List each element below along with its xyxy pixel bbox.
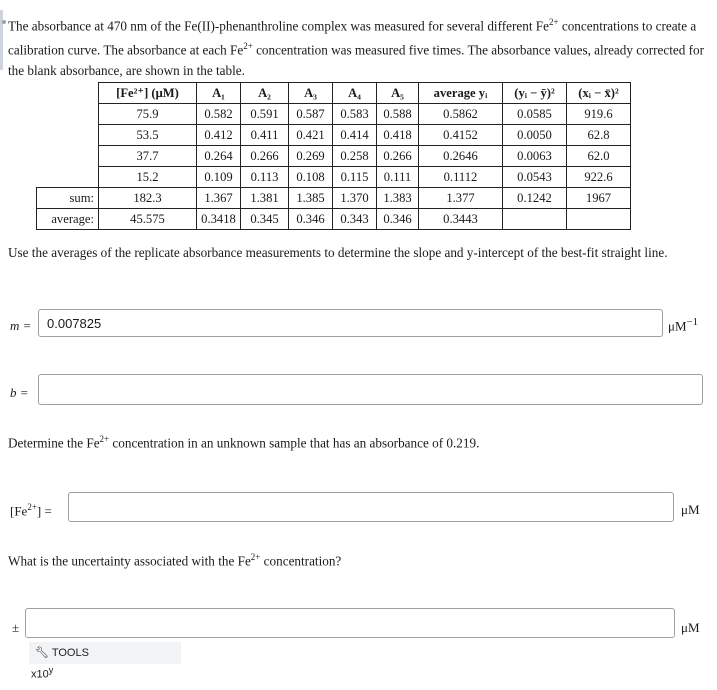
- absorbance-table: [36, 82, 631, 230]
- table-cell: 1967: [567, 188, 631, 209]
- table-row-label: [37, 104, 99, 125]
- table-cell: 0.411: [241, 125, 289, 146]
- table-row-label: sum:: [37, 188, 99, 209]
- plus-minus-label: ±: [12, 620, 20, 635]
- table-cell: 0.0050: [503, 125, 567, 146]
- table-cell: 0.588: [377, 104, 419, 125]
- table-row: [37, 209, 631, 230]
- table-header: average yᵢ: [419, 83, 503, 104]
- table-corner: [37, 83, 99, 104]
- table-header: A₄: [333, 83, 377, 104]
- table-cell: 15.2: [99, 167, 197, 188]
- table-header: A₅: [377, 83, 419, 104]
- uncertainty-input[interactable]: [25, 608, 675, 638]
- concentration-unit: μM: [681, 502, 700, 517]
- intercept-label: b =: [10, 385, 29, 400]
- table-cell: [503, 209, 567, 230]
- table-cell: 0.113: [241, 167, 289, 188]
- table-cell: 0.266: [241, 146, 289, 167]
- table-cell: 0.1242: [503, 188, 567, 209]
- table-cell: 0.587: [289, 104, 333, 125]
- table-cell: 0.583: [333, 104, 377, 125]
- question-uncertainty: What is the uncertainty associated with the $Fe^{2+}$ concentration?: [8, 552, 342, 569]
- table-header-row: [37, 83, 631, 104]
- concentration-input[interactable]: [68, 492, 674, 522]
- table-cell: 0.266: [377, 146, 419, 167]
- table-row-label: [37, 125, 99, 146]
- table-row-label: [37, 167, 99, 188]
- table-cell: 0.345: [241, 209, 289, 230]
- table-cell: 37.7: [99, 146, 197, 167]
- table-cell: 0.343: [333, 209, 377, 230]
- table-cell: 0.2646: [419, 146, 503, 167]
- question-slope-intercept: Use the averages of the replicate absorbance measurements to determine the slope and y-intercept of the best-fit straight line.: [8, 245, 668, 260]
- table-row-label: [37, 146, 99, 167]
- table-row: [37, 188, 631, 209]
- table-cell: 0.346: [377, 209, 419, 230]
- tools-label: TOOLS: [51, 647, 89, 659]
- table-cell: 0.412: [197, 125, 241, 146]
- table-header: (yᵢ − ȳ)²: [503, 83, 567, 104]
- table-cell: 1.377: [419, 188, 503, 209]
- question-concentration: Determine the $Fe^{2+}$ concentration in an unknown sample that has an absorbance of 0.219.: [8, 434, 480, 451]
- table-cell: 1.383: [377, 188, 419, 209]
- table-cell: 0.109: [197, 167, 241, 188]
- table-cell: 0.111: [377, 167, 419, 188]
- x10-power-button[interactable]: x10$^y$: [31, 665, 54, 681]
- table-cell: 922.6: [567, 167, 631, 188]
- slope-input[interactable]: 0.007825: [38, 309, 663, 337]
- intercept-input[interactable]: [38, 374, 703, 405]
- table-header: (xᵢ − x̄)²: [567, 83, 631, 104]
- table-cell: 45.575: [99, 209, 197, 230]
- table-cell: 0.258: [333, 146, 377, 167]
- intro-text-3: concentration was measured five times. The absorbance values, already corrected for the blank absorbance, are shown in the table.: [8, 42, 704, 78]
- table-cell: [567, 209, 631, 230]
- table-cell: 1.381: [241, 188, 289, 209]
- concentration-label: $[Fe^{2+}]$ =: [10, 502, 52, 519]
- uncertainty-unit: μM: [681, 620, 700, 635]
- table-cell: 0.3443: [419, 209, 503, 230]
- table-cell: 0.582: [197, 104, 241, 125]
- table-cell: 0.421: [289, 125, 333, 146]
- table-cell: 0.5862: [419, 104, 503, 125]
- table-cell: 0.1112: [419, 167, 503, 188]
- table-cell: 0.418: [377, 125, 419, 146]
- table-cell: 0.108: [289, 167, 333, 188]
- table-cell: 182.3: [99, 188, 197, 209]
- bullet-dot: [2, 20, 6, 24]
- table-row: [37, 125, 631, 146]
- intro-text-2: concentrations to create a calibration curve. The absorbance at each Fe: [8, 18, 697, 58]
- table-cell: 53.5: [99, 125, 197, 146]
- table-cell: 1.367: [197, 188, 241, 209]
- table-cell: 0.0543: [503, 167, 567, 188]
- table-cell: 0.115: [333, 167, 377, 188]
- table-header: [Fe²⁺] (μM): [99, 83, 197, 104]
- table-header: A₂: [241, 83, 289, 104]
- table-row: [37, 146, 631, 167]
- slope-unit: $\mu M^{-1}$: [668, 316, 699, 334]
- table-cell: 0.0063: [503, 146, 567, 167]
- table-cell: 0.264: [197, 146, 241, 167]
- table-cell: 62.0: [567, 146, 631, 167]
- left-margin-bar: [0, 10, 3, 70]
- table-row: [37, 167, 631, 188]
- table-row-label: average:: [37, 209, 99, 230]
- table-cell: 1.385: [289, 188, 333, 209]
- table-header: A₁: [197, 83, 241, 104]
- intro-text-1: The absorbance at 470 nm of the Fe(II)-phenanthroline complex was measured for several different Fe: [8, 18, 549, 34]
- slope-label: m =: [10, 318, 32, 333]
- table-cell: 62.8: [567, 125, 631, 146]
- problem-intro: [8, 12, 708, 81]
- table-cell: 0.414: [333, 125, 377, 146]
- intro-sup-1: 2+: [548, 17, 559, 27]
- intro-sup-2: 2+: [243, 41, 253, 52]
- table-row: [37, 104, 631, 125]
- wrench-icon: 🔧︎: [35, 647, 49, 659]
- table-header: A₃: [289, 83, 333, 104]
- table-cell: 919.6: [567, 104, 631, 125]
- table-cell: 0.3418: [197, 209, 241, 230]
- table-cell: 1.370: [333, 188, 377, 209]
- table-cell: 75.9: [99, 104, 197, 125]
- table-cell: 0.0585: [503, 104, 567, 125]
- tools-button[interactable]: [29, 642, 181, 664]
- table-cell: 0.346: [289, 209, 333, 230]
- table-cell: 0.4152: [419, 125, 503, 146]
- table-cell: 0.591: [241, 104, 289, 125]
- table-cell: 0.269: [289, 146, 333, 167]
